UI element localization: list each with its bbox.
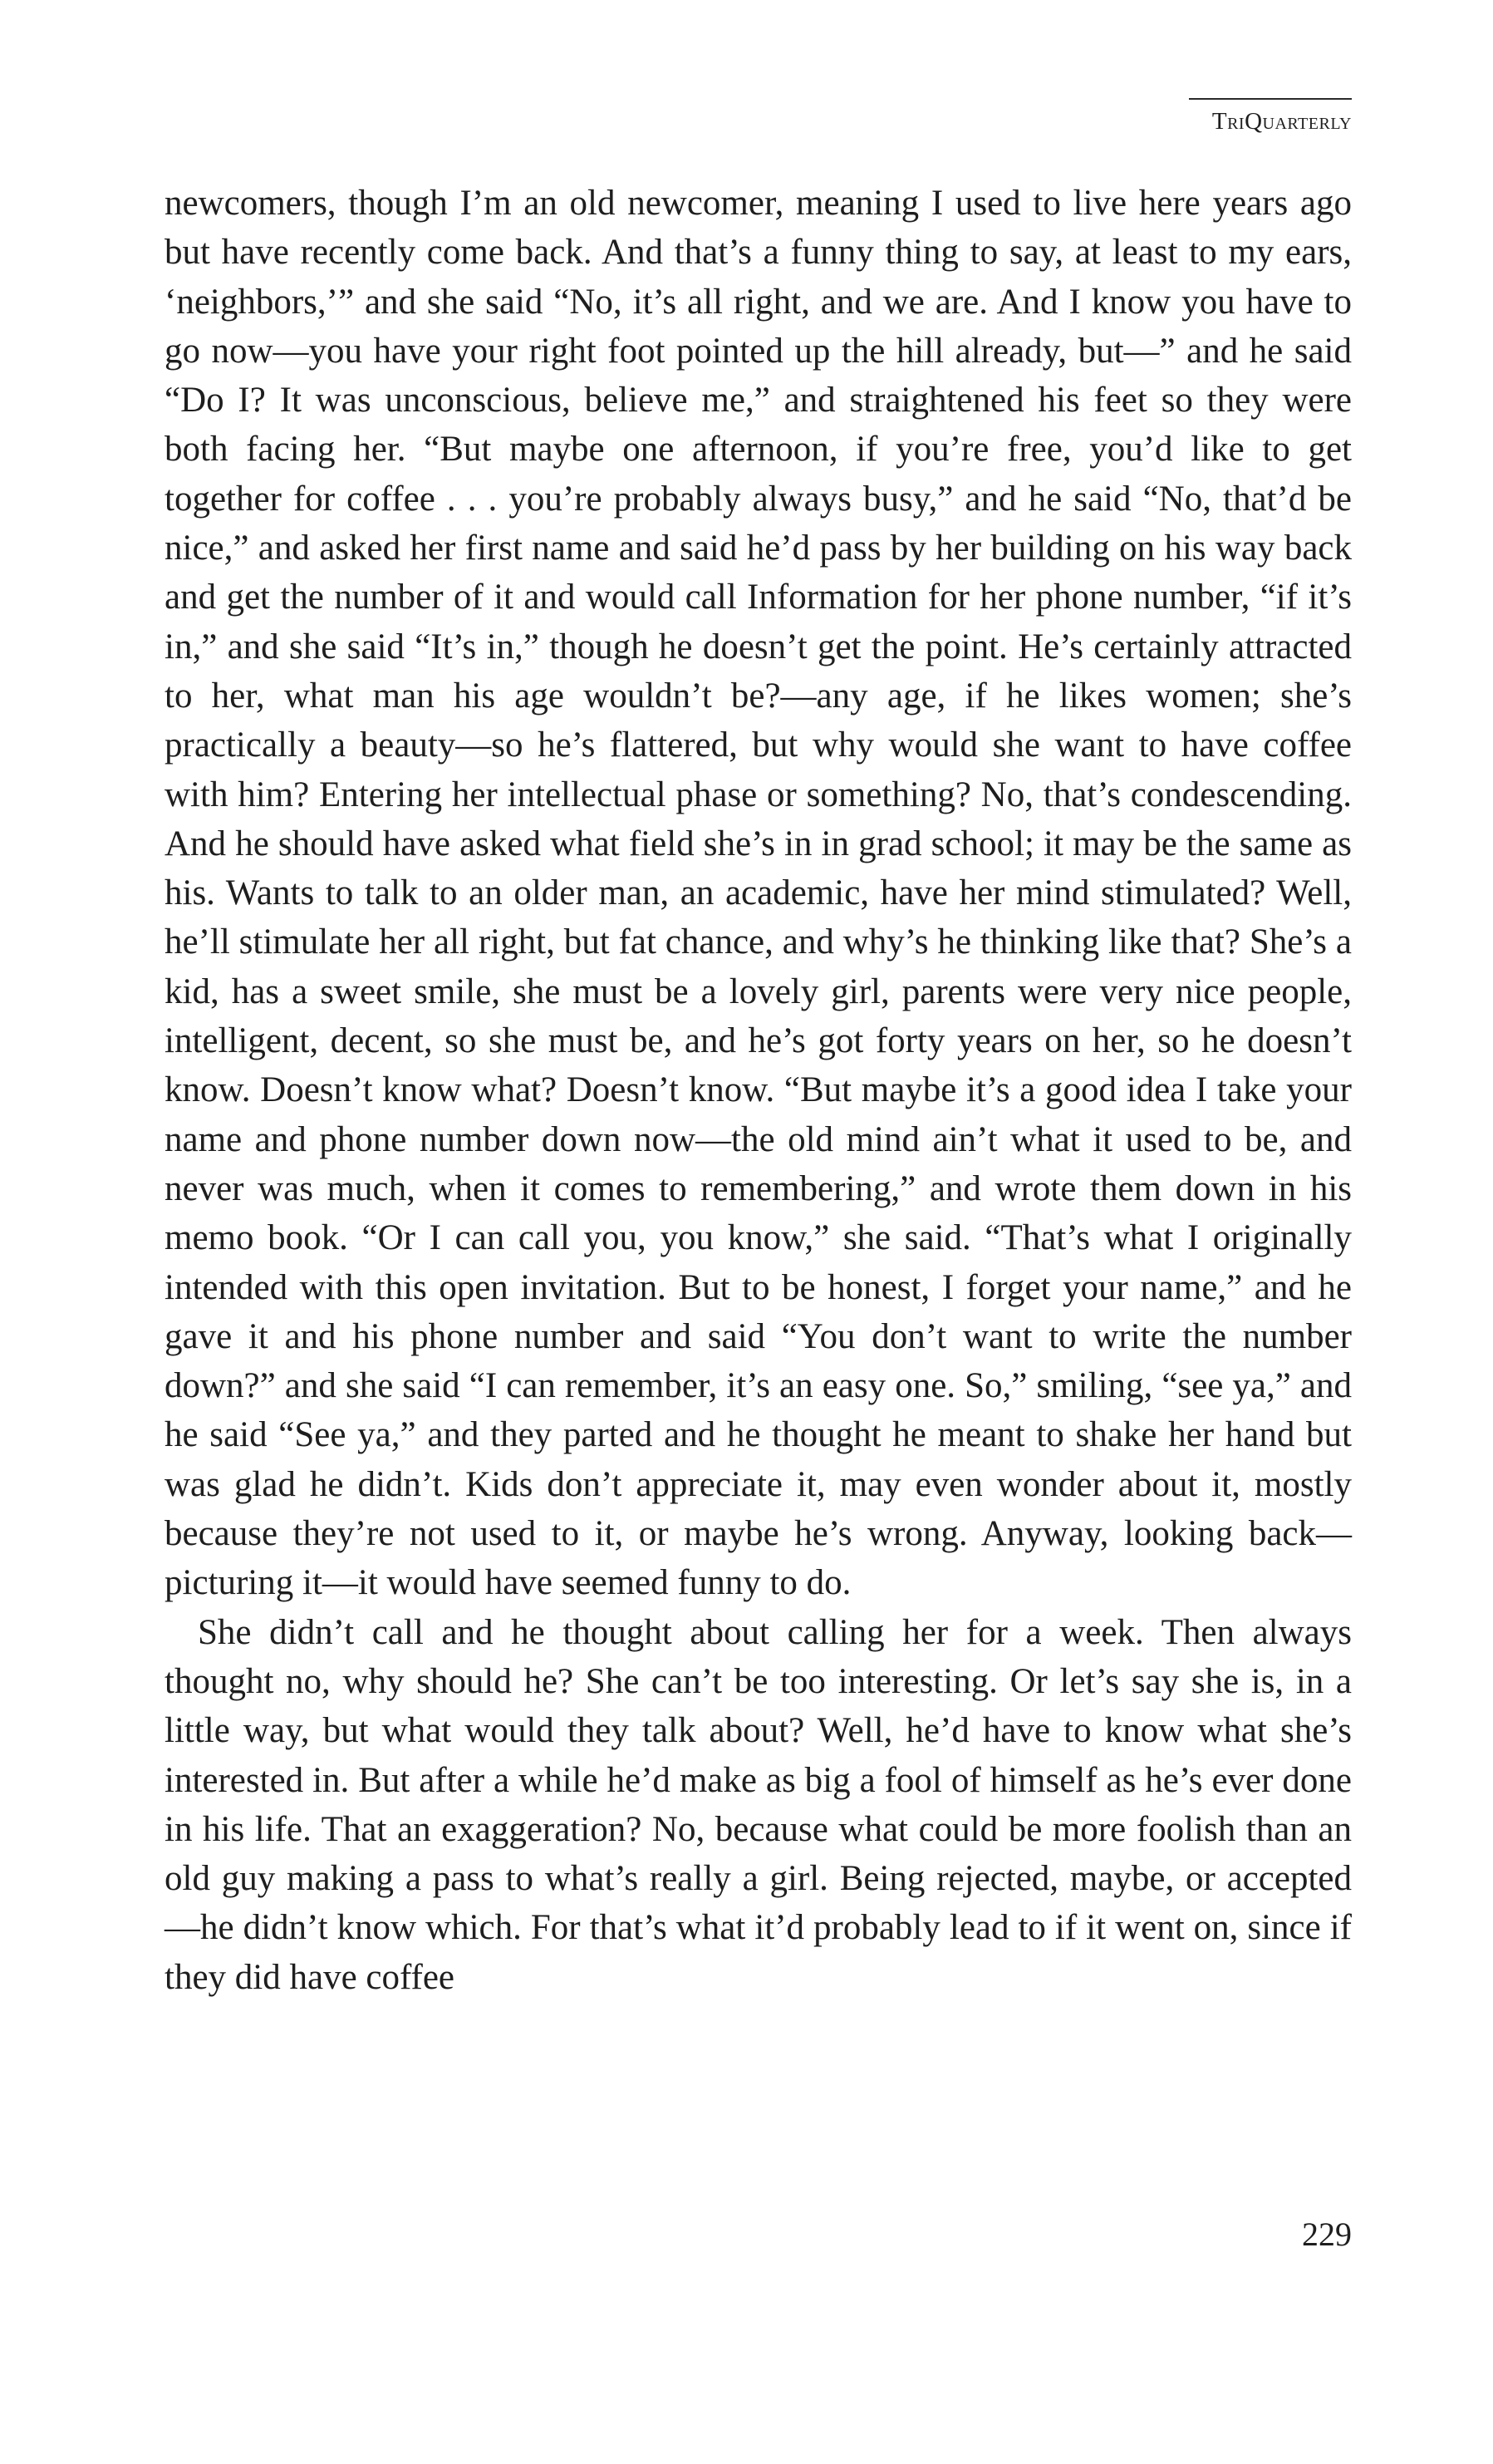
running-head <box>1189 98 1352 135</box>
running-title: TriQuarterly <box>1211 108 1352 135</box>
paragraph-continued: newcomers, though I’m an old newcomer, meaning I used to live here years ago but have recently come back. And that’s a funny thing to say, at least to my ears, ‘neighbors,’” and she said “No, it’s all right, and we are. And I know you have to go now—you have your right foot pointed up the hill already, but—” and he said “Do I? It was unconscious, believe me,” and straightened his feet so they were both facing her. “But maybe one afternoon, if you’re free, you’d like to get together for coffee . . . you’re probably always busy,” and he said “No, that’d be nice,” and asked her first name and said he’d pass by her building on his way back and get the number of it and would call Information for her phone number, “if it’s in,” and she said “It’s in,” though he doesn’t get the point. He’s certainly attracted to her, what man his age wouldn’t be?—any age, if he likes women; she’s practically a beauty—so he’s flattered, but why would she want to have coffee with him? Entering her intellectual phase or something? No, that’s condescending. And he should have asked what field she’s in in grad school; it may be the same as his. Wants to talk to an older man, an academic, have her mind stimulated? Well, he’ll stimulate her all right, but fat chance, and why’s he thinking like that? She’s a kid, has a sweet smile, she must be a lovely girl, parents were very nice people, intelligent, decent, so she must be, and he’s got forty years on her, so he doesn’t know. Doesn’t know what? Doesn’t know. “But maybe it’s a good idea I take your name and phone number down now—the old mind ain’t what it used to be, and never was much, when it comes to remembering,” and wrote them down in his memo book. “Or I can call you, you know,” she said. “That’s what I originally intended with this open invitation. But to be honest, I forget your name,” and he gave it and his phone number and said “You don’t want to write the number down?” and she said “I can remember, it’s an easy one. So,” smiling, “see ya,” and he said “See ya,” and they parted and he thought he meant to shake her hand but was glad he didn’t. Kids don’t appreciate it, may even wonder about it, mostly because they’re not used to it, or maybe he’s wrong. Anyway, looking back—picturing it—it would have seemed funny to do. <box>165 184 1352 1603</box>
header-rule <box>1189 98 1352 100</box>
body-text <box>165 179 1352 2002</box>
paragraph: She didn’t call and he thought about calling her for a week. Then always thought no, why should he? She can’t be too interesting. Or let’s say she is, in a little way, but what would they talk about? Well, he’d have to know what she’s interested in. But after a while he’d make as big a fool of himself as he’s ever done in his life. That an exaggeration? No, because what could be more foolish than an old guy making a pass to what’s really a girl. Being rejected, maybe, or accepted—he didn’t know which. For that’s what it’d probably lead to if it went on, since if they did have coffee <box>165 1612 1352 1997</box>
page-number: 229 <box>1302 2216 1352 2253</box>
